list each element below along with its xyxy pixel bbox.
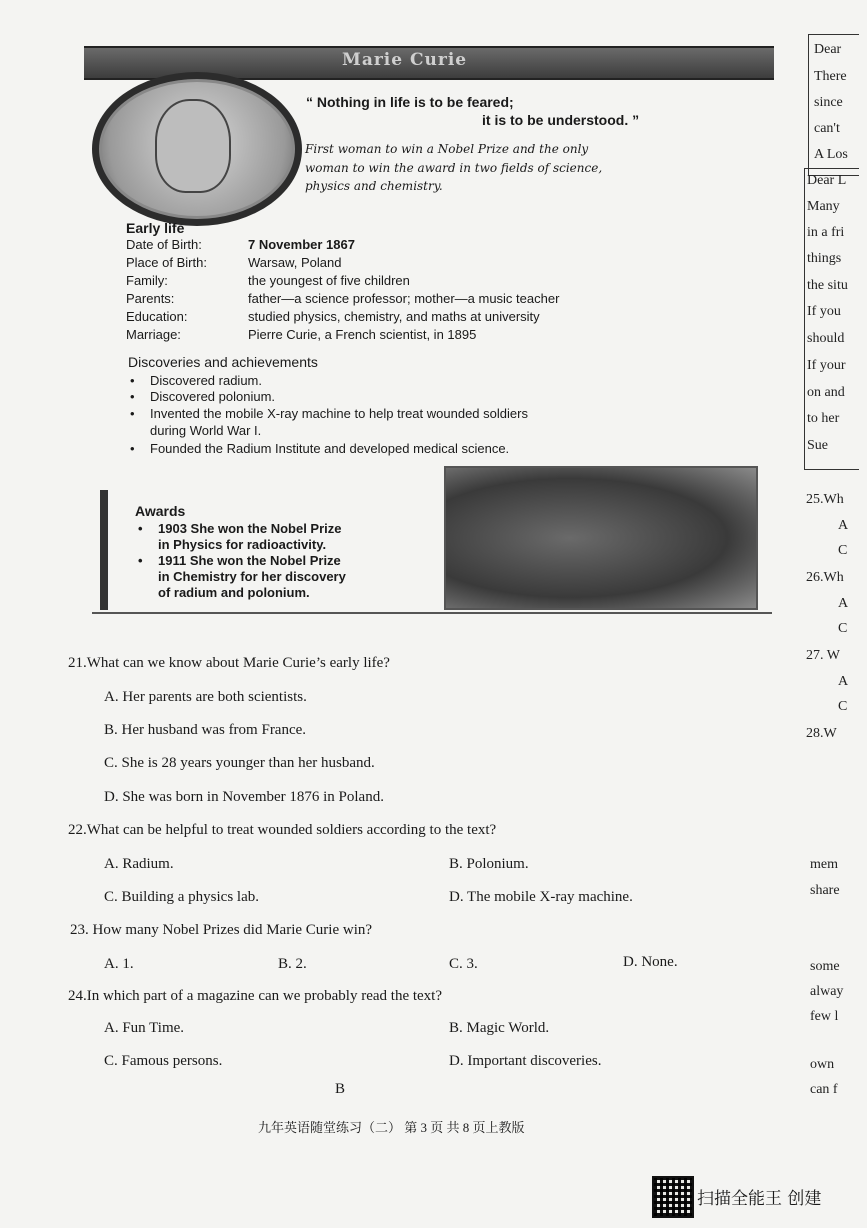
row-value: Warsaw, Poland <box>248 255 342 270</box>
side-fragment: 28.W <box>806 726 837 741</box>
discovery-item: • Invented the mobile X-ray machine to help treat wounded soldiers <box>130 406 528 421</box>
row-value: Pierre Curie, a French scientist, in 1895 <box>248 327 477 342</box>
side-fragment: should <box>807 331 845 346</box>
row-key: Education: <box>126 309 188 324</box>
row-key: Date of Birth: <box>126 237 202 252</box>
portrait-medallion <box>92 72 302 226</box>
side-fragment: can f <box>810 1082 838 1097</box>
award-item-continued: of radium and polonium. <box>158 585 310 600</box>
side-fragment: mem <box>810 857 838 872</box>
question-24: 24.In which part of a magazine can we probably read the text? <box>68 988 443 1004</box>
row-value: 7 November 1867 <box>248 237 355 252</box>
option: A. 1. <box>104 956 134 972</box>
award-item: • 1903 She won the Nobel Prize <box>138 521 342 536</box>
option: B. 2. <box>278 956 307 972</box>
option: A. Fun Time. <box>104 1020 185 1036</box>
question-23: 23. How many Nobel Prizes did Marie Curie win? <box>70 922 373 938</box>
quote-line-1: “ Nothing in life is to be feared; <box>306 94 514 110</box>
row-key: Parents: <box>126 291 175 306</box>
question-21: 21.What can we know about Marie Curie’s early life? <box>68 655 390 671</box>
side-fragment: few l <box>810 1009 839 1024</box>
side-fragment: the situ <box>807 278 848 293</box>
side-fragment: There <box>814 69 847 84</box>
side-fragment: 25.Wh <box>806 492 844 507</box>
side-fragment: own <box>810 1057 835 1072</box>
quote-line-2: it is to be understood. ” <box>482 112 640 128</box>
side-fragment: since <box>814 95 843 110</box>
side-fragment: Many <box>807 199 840 214</box>
side-fragment: share <box>810 883 840 898</box>
side-fragment: on and <box>807 385 845 400</box>
side-fragment: A Los <box>814 147 848 162</box>
question-22: 22.What can be helpful to treat wounded soldiers according to the text? <box>68 822 497 838</box>
award-item: • 1911 She won the Nobel Prize <box>138 553 341 568</box>
option: D. She was born in November 1876 in Poland. <box>104 789 384 805</box>
side-fragment: Dear L <box>807 173 847 188</box>
option: C. 3. <box>449 956 478 972</box>
side-fragment: C <box>838 621 848 636</box>
discovery-item: • Discovered polonium. <box>130 389 276 404</box>
option: C. Famous persons. <box>104 1053 223 1069</box>
side-fragment: C <box>838 543 848 558</box>
side-fragment: If your <box>807 358 846 373</box>
row-key: Place of Birth: <box>126 255 207 270</box>
side-fragment: Dear <box>814 42 842 57</box>
awards-heading: Awards <box>135 503 186 519</box>
row-value: the youngest of five children <box>248 273 410 288</box>
early-life-heading: Early life <box>126 220 185 236</box>
discovery-item-continued: during World War I. <box>150 423 262 438</box>
side-fragment: alway <box>810 984 844 999</box>
discoveries-heading: Discoveries and achievements <box>128 354 318 370</box>
row-key: Marriage: <box>126 327 181 342</box>
intro-line-1: First woman to win a Nobel Prize and the only <box>305 142 589 156</box>
side-fragment: 27. W <box>806 648 840 663</box>
option: A. Her parents are both scientists. <box>104 689 307 705</box>
intro-line-3: physics and chemistry. <box>305 179 443 193</box>
side-fragment: things <box>807 251 842 266</box>
side-fragment: A <box>838 674 849 689</box>
discovery-item: • Discovered radium. <box>130 373 262 388</box>
side-fragment: 26.Wh <box>806 570 844 585</box>
side-fragment: Sue <box>807 438 828 453</box>
option: A. Radium. <box>104 856 174 872</box>
side-fragment: to her <box>807 411 840 426</box>
option: C. She is 28 years younger than her husband. <box>104 755 375 771</box>
side-fragment: in a fri <box>807 225 845 240</box>
section-label: B <box>335 1081 346 1097</box>
row-value: father—a science professor; mother—a music teacher <box>248 291 560 306</box>
option: B. Her husband was from France. <box>104 722 307 738</box>
option: D. Important discoveries. <box>449 1053 602 1069</box>
discovery-item: • Founded the Radium Institute and developed medical science. <box>130 441 510 456</box>
award-item-continued: in Chemistry for her discovery <box>158 569 346 584</box>
option: B. Polonium. <box>449 856 529 872</box>
page-footer: 九年英语随堂练习（二） 第 3 页 共 8 页上教版 <box>258 1120 525 1135</box>
section-divider <box>92 612 772 614</box>
side-fragment: A <box>838 596 849 611</box>
portrait-face <box>155 99 231 193</box>
option: D. None. <box>623 954 678 970</box>
side-fragment: C <box>838 699 848 714</box>
banner-title: Marie Curie <box>342 50 468 70</box>
row-value: studied physics, chemistry, and maths at university <box>248 309 540 324</box>
row-key: Family: <box>126 273 168 288</box>
side-fragment: some <box>810 959 840 974</box>
option: D. The mobile X-ray machine. <box>449 889 633 905</box>
option: B. Magic World. <box>449 1020 550 1036</box>
awards-bracket <box>100 490 108 610</box>
award-item-continued: in Physics for radioactivity. <box>158 537 327 552</box>
intro-line-2: woman to win the award in two fields of science, <box>305 161 603 175</box>
side-fragment: A <box>838 518 849 533</box>
scanner-watermark: 扫描全能王 创建 <box>697 1189 822 1209</box>
side-fragment: If you <box>807 304 841 319</box>
option: C. Building a physics lab. <box>104 889 259 905</box>
side-fragment: can't <box>814 121 840 136</box>
lab-photo <box>444 466 758 610</box>
qr-code-icon <box>652 1176 694 1218</box>
